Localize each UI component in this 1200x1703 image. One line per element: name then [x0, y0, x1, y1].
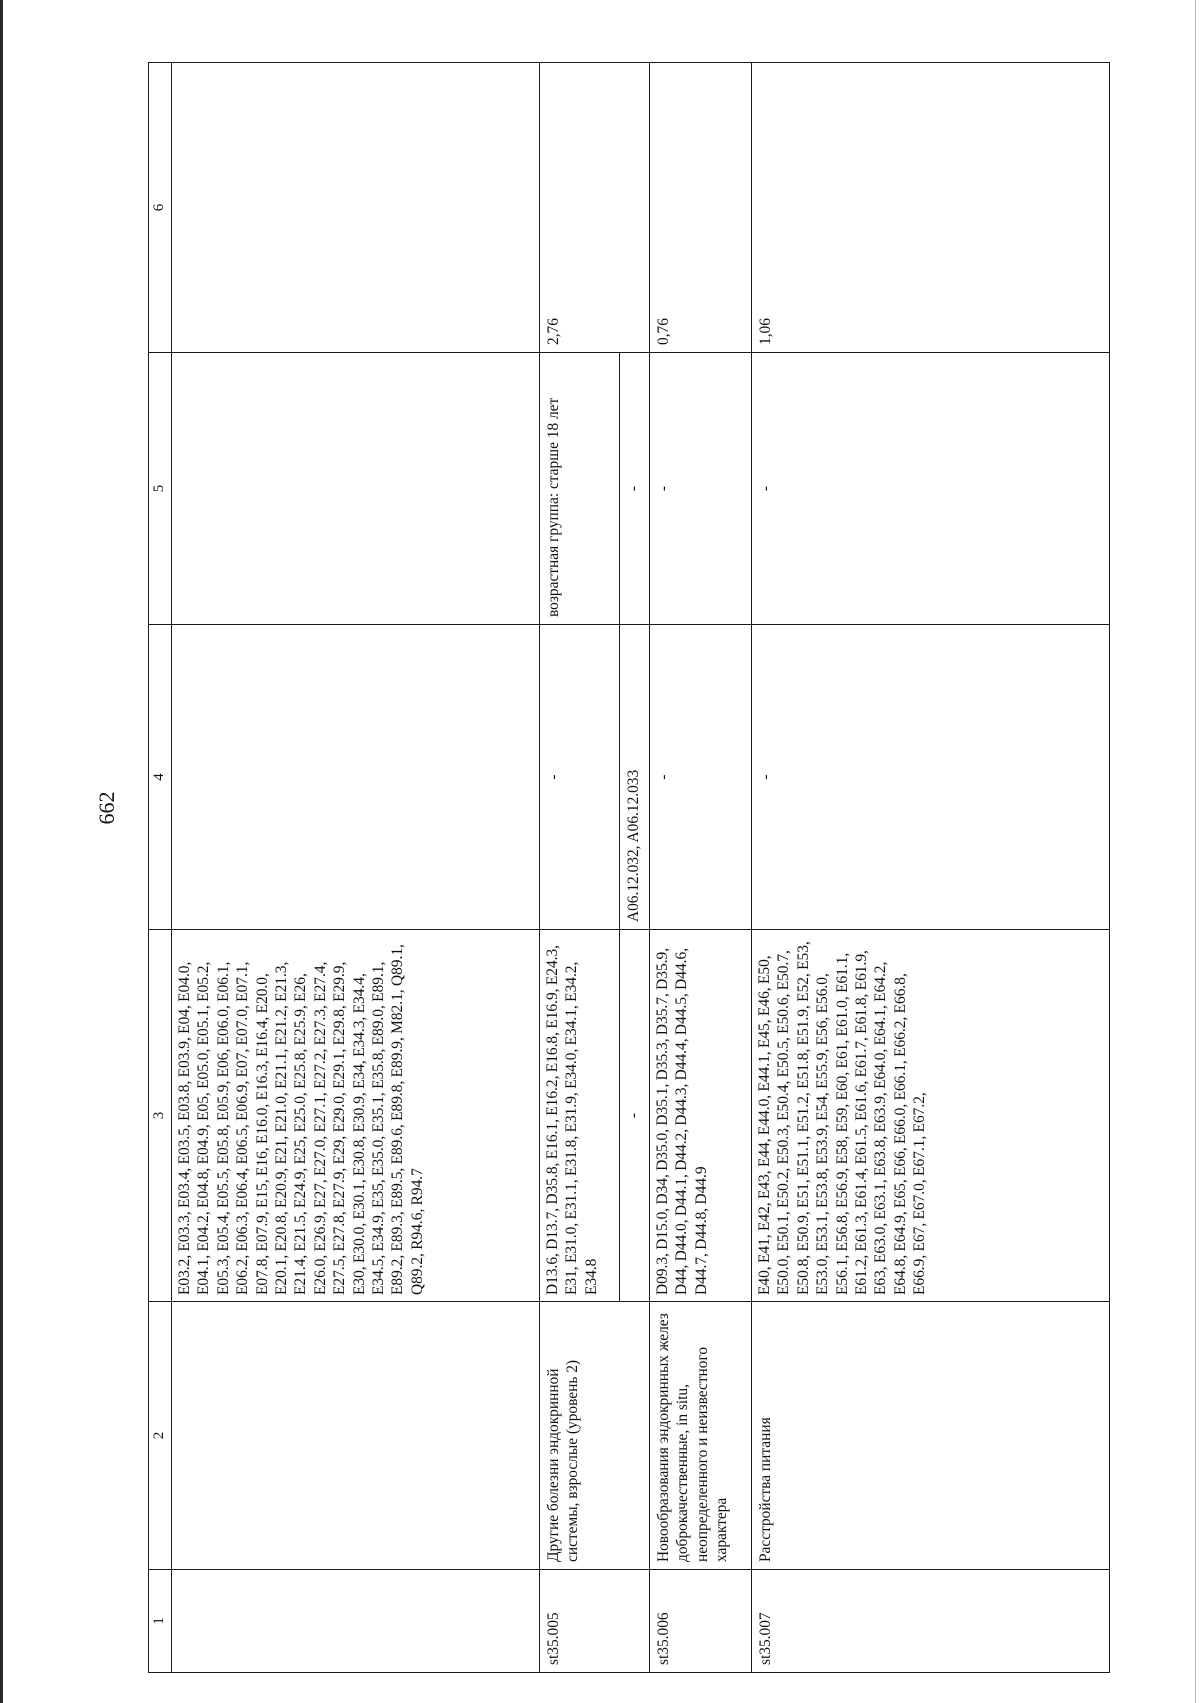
row-name-cell — [752, 1302, 1110, 1570]
row-name: Расстройства питания — [757, 1417, 774, 1562]
row-code: st35.006 — [655, 1612, 672, 1665]
row-name-cell — [540, 1302, 650, 1570]
rotated-table-frame — [148, 63, 1108, 1673]
tariff-table — [148, 62, 1110, 1673]
row-icd-cell — [650, 930, 752, 1302]
service-code: - — [757, 774, 774, 780]
criteria: возрастная группа: старше 18 лет — [545, 397, 562, 617]
header-col-3: 3 — [149, 930, 172, 1302]
row-criteria-cell — [540, 353, 620, 625]
scan-edge-right — [1195, 0, 1196, 1703]
continuation-icd-cell — [172, 930, 540, 1302]
header-col-6: 6 — [149, 63, 172, 353]
continuation-criteria-cell — [172, 353, 540, 625]
icd-codes: E40, E41, E42, E43, E44, E44.0, E44.1, E45, E46, E50, E50.0, E50.1, E50.2, E50.3, E50.4, E50.5, E50.6, E50.7, E50.8, E50.9, E51, E51.1, E51.2, E51.8, E51.9, E52, E53, E53.0, E53.1, E53.8, E53.9, E54, E55.9, E56, E56.0, E56.1, E56.8, E56.9, E58, E59, E60, E61, E61.0, E61.1, E61.2, E61.3, E61.4, E61.5, E61.6, E61.7, E61.8, E61.9, E63, E63.0, E63.1, E63.8, E63.9, E64.0, E64.1, E64.2, E64.8, E64.9, E65, E66, E66.0, E66.1, E66.2, E66.8, E66.9, E67, E67.0, E67.1, E67.2, — [756, 941, 929, 1295]
row-service-cell — [540, 625, 620, 930]
row-code-cell — [540, 1570, 650, 1673]
coefficient: 0,76 — [655, 318, 672, 345]
header-col-5: 5 — [149, 353, 172, 625]
coefficient: 2,76 — [545, 318, 562, 345]
row-service-cell — [752, 625, 1110, 930]
icd-codes: - — [625, 1112, 642, 1119]
row-code: st35.007 — [757, 1612, 774, 1665]
row-coef-cell — [650, 63, 752, 353]
table-row-continuation — [172, 63, 540, 1673]
coefficient: 1,06 — [757, 318, 774, 345]
table-row-st35-007 — [752, 63, 1110, 1673]
icd-codes: D13.6, D13.7, D35.8, E16.1, E16.2, E16.8, E16.9, E24.3, E31, E31.0, E31.1, E31.8, E31.9, E34.0, E34.1, E34.2, E34.8 — [544, 944, 600, 1295]
icd-codes: E03.2, E03.3, E03.4, E03.5, E03.8, E03.9, E04, E04.0, E04.1, E04.2, E04.8, E04.9, E05, E05.0, E05.1, E05.2, E05.3, E05.4, E05.5, E05.8, E05.9, E06, E06.0, E06.1, E06.2, E06.3, E06.4, E06.5, E06.9, E07, E07.0, E07.1, E07.8, E07.9, E15, E16, E16.0, E16.3, E16.4, E20.0, E20.1, E20.8, E20.9, E21, E21.0, E21.1, E21.2, E21.3, E21.4, E21.5, E24.9, E25, E25.0, E25.8, E25.9, E26, E26.0, E26.9, E27, E27.0, E27.1, E27.2, E27.3, E27.4, E27.5, E27.8, E27.9, E29, E29.0, E29.1, E29.8, E29.9, E30, E30.0, E30.1, E30.8, E30.9, E34, E34.3, E34.4, E34.5, E34.9, E35, E35.0, E35.1, E35.8, E89.0, E89.1, E89.2, E89.3, E89.5, E89.6, E89.8, E89.9, M82.1, Q89.1, Q89.2, R94.6, R94.7 — [176, 944, 426, 1295]
table-header-row — [149, 63, 172, 1673]
icd-codes: D09.3, D15.0, D34, D35.0, D35.1, D35.3, D35.7, D35.9, D44, D44.0, D44.1, D44.2, D44.3, D44.4, D44.5, D44.6, D44.7, D44.8, D44.9 — [654, 947, 710, 1295]
row-name-cell — [650, 1302, 752, 1570]
header-col-2: 2 — [149, 1302, 172, 1570]
continuation-name-cell — [172, 1302, 540, 1570]
continuation-code-cell — [172, 1570, 540, 1673]
page-number: 662 — [94, 791, 119, 825]
criteria: - — [757, 485, 774, 492]
header-col-4: 4 — [149, 625, 172, 930]
table-row-st35-005 — [540, 63, 620, 1673]
row-name: Другие болезни эндокринной системы, взрослые (уровень 2) — [545, 1359, 582, 1562]
row-code-cell — [650, 1570, 752, 1673]
criteria: - — [655, 485, 672, 492]
row-code: st35.005 — [545, 1612, 562, 1665]
row-icd-cell — [752, 930, 1110, 1302]
continuation-service-cell — [172, 625, 540, 930]
service-code: - — [545, 774, 562, 780]
row-service-cell — [620, 625, 650, 930]
row-icd-cell — [540, 930, 620, 1302]
criteria: - — [625, 485, 642, 492]
service-code: A06.12.032, A06.12.033 — [625, 769, 642, 922]
row-code-cell — [752, 1570, 1110, 1673]
scan-edge-left — [0, 0, 3, 1703]
row-criteria-cell — [650, 353, 752, 625]
row-coef-cell — [752, 63, 1110, 353]
row-criteria-cell — [620, 353, 650, 625]
row-criteria-cell — [752, 353, 1110, 625]
row-service-cell — [650, 625, 752, 930]
row-name: Новообразования эндокринных желез доброкачественные, in situ, неопределенного и неизвестного характера — [655, 1313, 731, 1562]
service-code: - — [655, 774, 672, 780]
continuation-coef-cell — [172, 63, 540, 353]
row-icd-cell — [620, 930, 650, 1302]
header-col-1: 1 — [149, 1570, 172, 1673]
row-coef-cell — [540, 63, 650, 353]
table-row-st35-006 — [650, 63, 752, 1673]
